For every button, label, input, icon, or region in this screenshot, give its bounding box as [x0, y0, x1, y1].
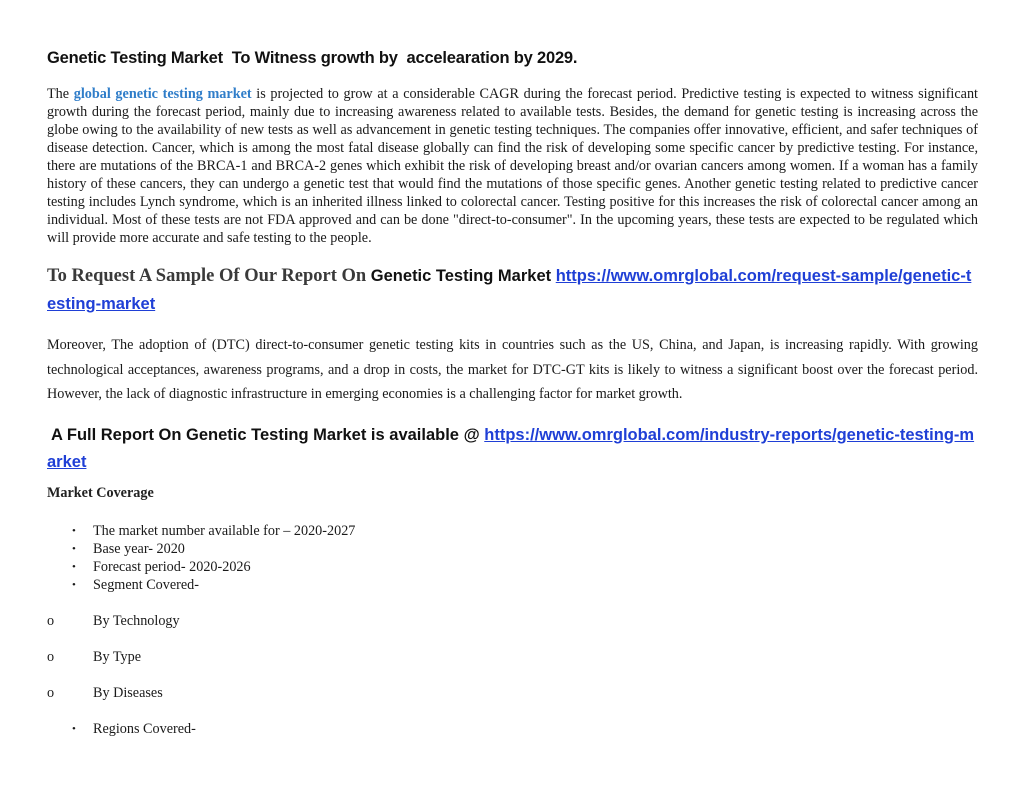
global-market-link[interactable]: global genetic testing market: [73, 86, 252, 102]
list-item-text: Segment Covered-: [93, 577, 199, 593]
full-report-prefix: A Full Report On Genetic Testing Market is available @: [47, 426, 485, 444]
regions-covered-item: [47, 720, 196, 738]
full-report-link[interactable]: https://www.omrglobal.com/industry-reports/genetic-testing-market: [47, 426, 975, 471]
list-item-text: Regions Covered-: [93, 721, 196, 737]
list-item-text: Base year- 2020: [93, 541, 185, 557]
sub-item-text: By Technology: [93, 613, 180, 629]
market-coverage-title: Market Coverage: [47, 485, 154, 501]
document-heading: Genetic Testing Market To Witness growth by accelearation by 2029.: [47, 49, 578, 67]
list-item: [47, 558, 355, 576]
list-item-text: The market number available for – 2020-2027: [93, 523, 356, 539]
sample-request-heading: [47, 262, 978, 318]
full-report-heading: [47, 422, 978, 476]
sub-list-item: [47, 648, 141, 666]
sub-list-item: [47, 684, 163, 702]
sub-bullet-marker: o: [47, 685, 55, 701]
dtc-paragraph: Moreover, The adoption of (DTC) direct-to-consumer genetic testing kits in countries such as the US, China, and Japan, is increasing rapidly. With growing technological acceptances, awareness programs, and a drop in costs, the market for DTC-GT kits is likely to witness a significant boost over the forecast period. However, the lack of diagnostic infrastructure in emerging economies is a challenging factor for market growth.: [47, 337, 978, 402]
sample-request-market: Genetic Testing Market: [370, 267, 556, 285]
intro-lead: The: [47, 86, 74, 102]
bullet-icon: •: [72, 561, 76, 573]
sub-item-text: By Type: [93, 649, 142, 665]
sample-request-link[interactable]: https://www.omrglobal.com/request-sample/genetic-testing-market: [47, 267, 972, 313]
bullet-icon: •: [72, 543, 76, 555]
sub-bullet-marker: o: [47, 613, 55, 629]
sub-list-item: [47, 612, 180, 630]
list-item: [47, 540, 355, 558]
intro-paragraph: [47, 85, 978, 247]
list-item-text: Forecast period- 2020-2026: [93, 559, 251, 575]
bullet-icon: •: [72, 723, 76, 735]
sub-item-text: By Diseases: [93, 685, 163, 701]
list-item: [47, 522, 355, 540]
bullet-icon: •: [72, 579, 76, 591]
bullet-icon: •: [72, 525, 76, 537]
intro-body: is projected to grow at a considerable CAGR during the forecast period. Predictive testing is expected to witness significant growth during the forecast period, mainly due to increasing awareness related to available tests. Besides, the demand for genetic testing is increasing across the globe owing to the availability of new tests as well as advancement in genetic testing techniques. The companies offer innovative, efficient, and safer techniques of disease detection. Cancer, which is among the most fatal disease globally can find the risk of developing some specific cancer by predictive testing. For instance, there are mutations of the BRCA-1 and BRCA-2 genes which exhibit the risk of developing breast and/or ovarian cancers among women. If a woman has a family history of these cancers, they can undergo a genetic test that would find the mutations of those specific genes. Another genetic testing related to predictive cancer testing includes Lynch syndrome, which is an inherited illness linked to colorectal cancer. Testing positive for this increases the risk of colorectal cancer among an individual. Most of these tests are not FDA approved and can be done "direct-to-consumer". In the upcoming years, these tests are expected to be regulated which will provide more accurate and safe testing to the people.: [47, 86, 978, 246]
sample-request-prefix: To Request A Sample Of Our Report On: [47, 266, 371, 286]
coverage-bullet-list: [47, 522, 355, 594]
sub-bullet-marker: o: [47, 649, 55, 665]
list-item: [47, 576, 355, 594]
